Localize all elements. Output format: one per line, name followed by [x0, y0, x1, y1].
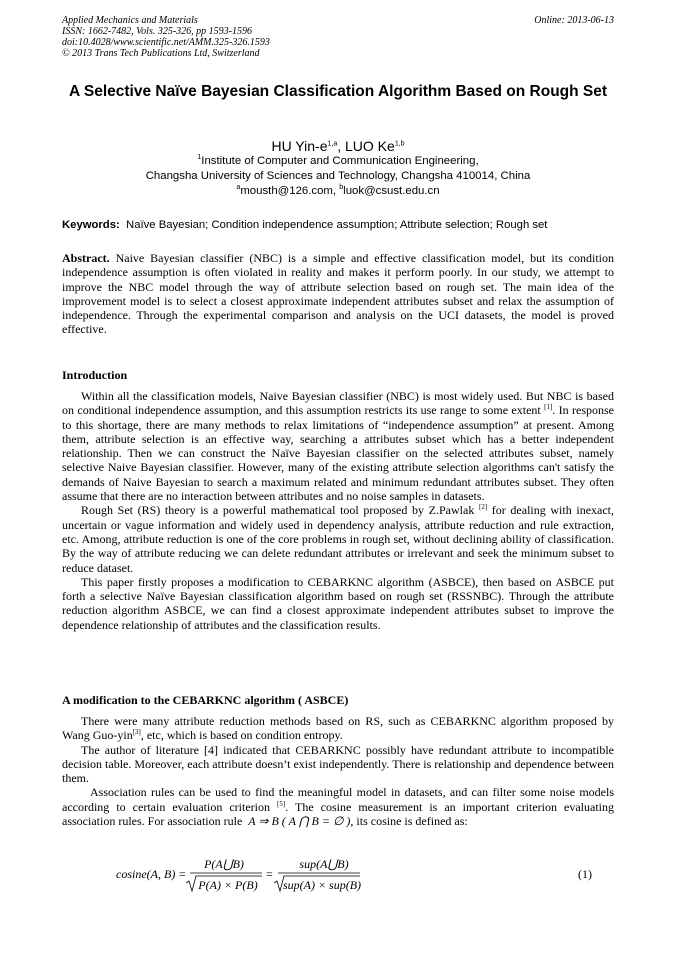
- email-a-sup: a: [236, 184, 241, 192]
- copyright: © 2013 Trans Tech Publications Ltd, Switzerland: [62, 48, 260, 59]
- authors: HU Yin-$e^{1,a}$, LUO Ke$^{1,b}$: [271, 138, 405, 154]
- email-b: luok@csust.edu.cn: [343, 185, 440, 197]
- equation-lhs: cosine(A, B) =: [116, 867, 187, 881]
- equation-numerator-1: P(A⋃B): [204, 857, 244, 871]
- section-heading: Introduction: [62, 368, 128, 382]
- running-header: [62, 15, 614, 59]
- author-2: LUO Ke: [345, 138, 395, 154]
- equation-denominator-2: sup(A) × sup(B): [282, 878, 362, 892]
- section-heading: A modification to the CEBARKNC algorithm ( ASBCE): [62, 693, 349, 707]
- keywords: [62, 218, 622, 232]
- email-a: mousth@126.com,: [240, 185, 337, 197]
- abstract: [62, 251, 614, 337]
- citation: [5]: [277, 799, 286, 808]
- paragraph: The author of literature [4] indicated that CEBARKNC possibly have redundant attribute to incompatible decision table. Moreover, each attribute doesn’t exist independently. There is relationship and dependence between them.: [62, 742, 614, 786]
- section-asbce: [62, 693, 614, 828]
- association-rule: A ⇒ B ( A ⋂ B = ∅ ): [248, 814, 351, 829]
- author-1: HU Yin-e: [271, 138, 328, 154]
- author-2-sup: 1,b: [394, 140, 405, 148]
- online-date: Online: 2013-06-13: [534, 15, 614, 26]
- abstract-text: Naive Bayesian classifier (NBC) is a simple and effective classification model, but its condition independence assumption is often violated in reality and makes it perform poorly. In our study, we attempt to improve the NBC model through the way of attribute selection based on rough set. The main idea of the improvement model is to select a closest approximate independent attributes subset and relax the assumption of independence. Through the experimental comparison and analysis on the UCI datasets, the model is proved effective.: [62, 251, 615, 337]
- citation: [2]: [478, 503, 488, 512]
- equation-number: (1): [578, 867, 592, 881]
- keywords-text: Naïve Bayesian; Condition independence assumption; Attribute selection; Rough set: [126, 219, 548, 231]
- journal-name: Applied Mechanics and Materials: [62, 15, 198, 26]
- abstract-label: Abstract.: [62, 251, 110, 265]
- doi: doi:10.4028/www.scientific.net/AMM.325-326.1593: [62, 37, 270, 48]
- issn: ISSN: 1662-7482, Vols. 325-326, pp 1593-1596: [62, 26, 252, 37]
- keywords-label: Keywords:: [62, 219, 120, 231]
- equation-graphic: [62, 855, 614, 895]
- paragraph: Within all the classification models, Naive Bayesian classifier (NBC) is most widely used. But NBC is based on conditional independence assumption, and this assumption restricts its use range to some extent [1]. In response to this shortage, there are many methods to relax limitations of “independence assumption” at present. Among them, attribute selection is an effective way, searching a attributes subset which has a better independent relationship. Then we can construct the Naïve Bayesian classifier on the selected attributes subset, namely selective Naive Bayesian classifier. However, many of the existing attribute selection algorithms can't satisfy the demands of Naive Bayesian to search a maximum related and minimum redundant attributes subset. They often assume that there are no interaction between attributes and no noise samples in datasets.: [62, 389, 615, 504]
- affiliation-line-2: Changsha University of Sciences and Technology, Changsha 410014, China: [145, 170, 531, 182]
- equation-1: [62, 855, 614, 895]
- svg-text:=: =: [266, 867, 273, 881]
- section-introduction: [62, 368, 614, 632]
- email-b-sup: b: [339, 184, 344, 192]
- affiliation-sup: 1: [197, 154, 202, 162]
- author-1-sup: 1,a: [327, 140, 338, 148]
- citation: [3]: [132, 728, 141, 737]
- citation: [1]: [544, 403, 553, 412]
- affiliation: [62, 154, 614, 199]
- paragraph: This paper firstly proposes a modification to CEBARKNC algorithm (ASBCE), then based on ASBCE put forth a selective Naïve Bayesian classification algorithm based on rough set (RSSNBC). Through the attribute reduction algorithm ASBCE, we can find a closest approximate independent attributes subset to improve the dependence relationship of attributes and the classification results.: [62, 574, 614, 632]
- paper-title: A Selective Naïve Bayesian Classification Algorithm Based on Rough Set: [68, 83, 608, 100]
- equation-numerator-2: sup(A⋃B): [299, 857, 349, 871]
- paragraph: There were many attribute reduction methods based on RS, such as CEBARKNC algorithm proposed by Wang Guo-yin[3], etc, which is based on condition entropy.: [62, 714, 614, 743]
- paragraph: Rough Set (RS) theory is a powerful mathematical tool proposed by Z.Pawlak [2] for dealing with inexact, uncertain or vague information and widely used in dependency analysis, attribute reduction and rule extraction, etc. Among, attribute reduction is one of the core problems in rough set, without declining ability of classification. By the way of attribute reducing we can delete redundant attributes or irrelevant and seek the minimum subset to reduce dataset.: [62, 503, 615, 575]
- paragraph: Association rules can be used to find the meaningful model in datasets, and can filter some noise models according to certain evaluation criterion [5]. The cosine measurement is an important criterion evaluating association rules. For association rule A ⇒ B ( A ⋂ B = ∅ ), its cosine is defined as:: [62, 785, 615, 829]
- affiliation-line-1: Institute of Computer and Communication Engineering,: [201, 155, 479, 167]
- equation-denominator-1: P(A) × P(B): [198, 878, 258, 892]
